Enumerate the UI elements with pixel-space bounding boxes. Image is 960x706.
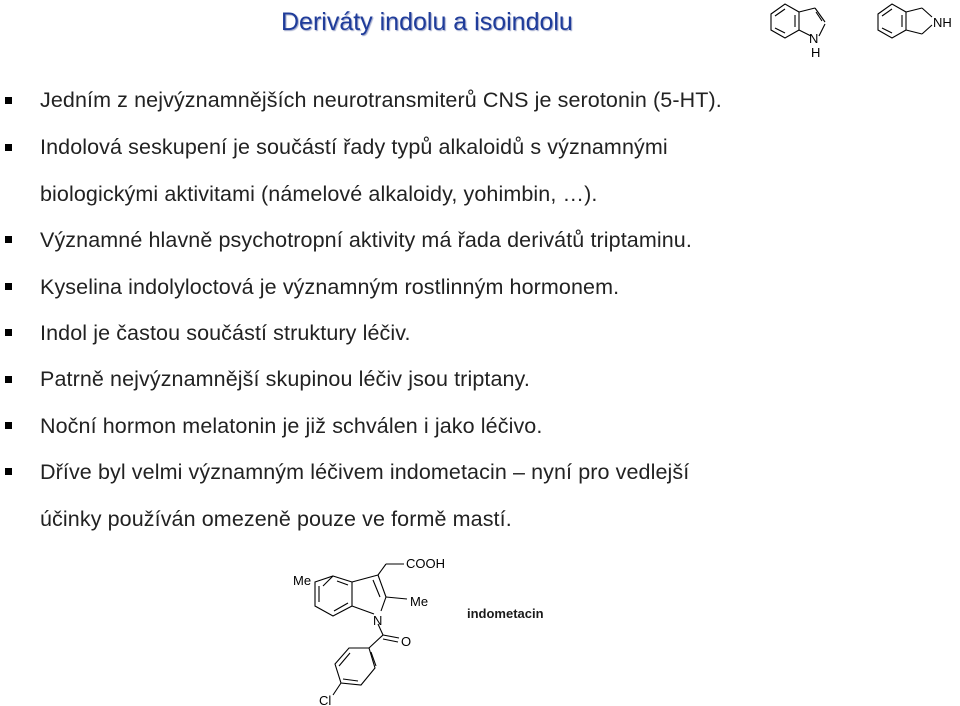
- bullet-text: Kyselina indolyloctová je významným rostlinným hormonem.: [40, 275, 620, 299]
- bullet-marker: [5, 422, 12, 429]
- n-label: N: [373, 613, 383, 628]
- bullet-text: Indolová seskupení je součástí řady typů alkaloidů s významnými: [40, 135, 668, 159]
- cl-label: Cl: [319, 693, 332, 706]
- page-title: Deriváty indolu a isoindolu: [281, 8, 573, 36]
- indometacin-label: indometacin: [467, 606, 544, 621]
- indole-n-label: N: [809, 31, 819, 46]
- bullet-text-continuation: biologickými aktivitami (námelové alkaloidy, yohimbin, …).: [40, 182, 598, 206]
- bullet-text-continuation: účinky používán omezeně pouze ve formě mastí.: [40, 507, 512, 531]
- bullet-marker: [5, 144, 12, 151]
- bullet-text: Významné hlavně psychotropní aktivity má řada derivátů triptaminu.: [40, 228, 692, 252]
- bullet-text: Indol je častou součástí struktury léčiv.: [40, 321, 411, 345]
- cooh-label: COOH: [406, 556, 445, 571]
- bullet-marker: [5, 468, 12, 475]
- bullet-marker: [5, 329, 12, 336]
- isoindole-structure-icon: [872, 0, 960, 44]
- bullet-marker: [5, 283, 12, 290]
- indole-structure-icon: [765, 0, 840, 60]
- me2-label: Me: [410, 594, 429, 609]
- bullet-marker: [5, 97, 12, 104]
- bullet-text: Patrně nejvýznamnější skupinou léčiv jsou triptany.: [40, 367, 530, 391]
- bullet-marker: [5, 236, 12, 243]
- me1-label: Me: [293, 573, 312, 588]
- o-label: O: [401, 634, 412, 649]
- bullet-text: Jedním z nejvýznamnějších neurotransmiterů CNS je serotonin (5-HT).: [40, 88, 722, 112]
- bullet-text: Noční hormon melatonin je již schválen i jako léčivo.: [40, 414, 543, 438]
- bullet-marker: [5, 376, 12, 383]
- indometacin-structure-icon: [285, 548, 465, 706]
- indole-h-label: H: [811, 45, 821, 60]
- bullet-text: Dříve byl velmi významným léčivem indometacin – nyní pro vedlejší: [40, 460, 690, 484]
- isoindole-nh-label: NH: [933, 15, 952, 30]
